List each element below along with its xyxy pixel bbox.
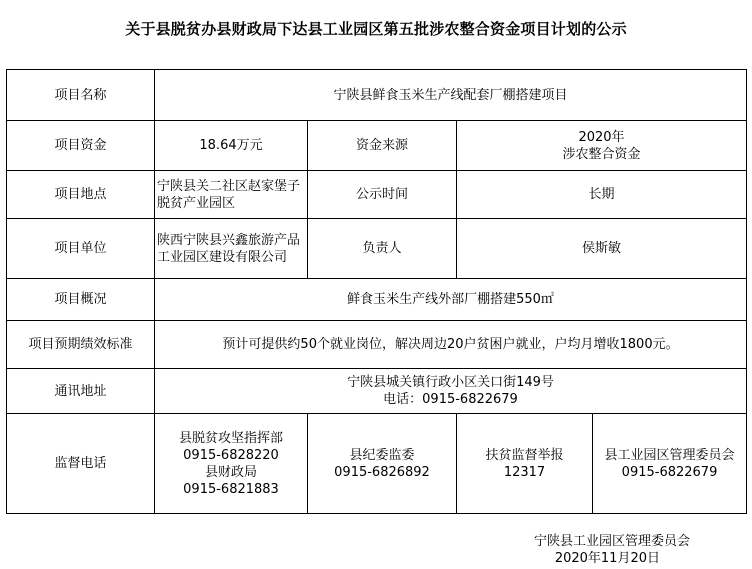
label-project-name: 项目名称 (7, 70, 155, 121)
fund-source-type: 涉农整合资金 (562, 146, 641, 162)
value-fund-source (457, 121, 747, 171)
value-project-overview: 鲜食玉米生产线外部厂棚搭建550㎡ (155, 279, 747, 321)
label-project-location: 项目地点 (7, 171, 155, 219)
document-title: 关于县脱贫办县财政局下达县工业园区第五批涉农整合资金项目计划的公示 (125, 20, 627, 38)
row-performance (7, 321, 747, 369)
value-performance: 预计可提供约50个就业岗位，解决周边20户贫困户就业，户均月增收1800元。 (155, 321, 747, 369)
label-project-fund: 项目资金 (7, 121, 155, 171)
value-project-name: 宁陕县鲜食玉米生产线配套厂棚搭建项目 (155, 70, 747, 121)
row-project-unit (7, 219, 747, 279)
fund-source-year: 2020年 (578, 129, 625, 145)
label-person-in-charge: 负责人 (308, 219, 457, 279)
supervision-org-report: 扶贫监督举报 (485, 447, 564, 463)
footer-organization: 宁陕县工业园区管理委员会 (533, 534, 690, 549)
supervision-tel-park: 0915-6822679 (621, 464, 718, 480)
supervision-org-finance: 县财政局 (204, 464, 257, 480)
supervision-org-poverty: 县脱贫攻坚指挥部 (178, 430, 283, 446)
supervision-tel-poverty: 0915-6828220 (183, 447, 279, 463)
supervision-report (457, 414, 593, 514)
row-project-fund (7, 121, 747, 171)
value-person-in-charge: 侯斯敏 (457, 219, 747, 279)
value-project-fund: 18.64万元 (155, 121, 308, 171)
value-publicity-time: 长期 (457, 171, 747, 219)
row-project-location (7, 171, 747, 219)
row-address (7, 369, 747, 414)
supervision-tel-finance: 0915-6821883 (183, 481, 279, 497)
value-address (155, 369, 747, 414)
label-project-unit: 项目单位 (7, 219, 155, 279)
row-project-name (7, 70, 747, 121)
row-supervision (7, 414, 747, 514)
label-project-overview: 项目概况 (7, 279, 155, 321)
supervision-poverty-finance (155, 414, 308, 514)
label-fund-source: 资金来源 (308, 121, 457, 171)
value-project-unit: 陕西宁陕县兴鑫旅游产品工业园区建设有限公司 (155, 219, 308, 279)
footer-date: 2020年11月20日 (554, 551, 660, 566)
project-table (6, 69, 747, 514)
supervision-tel-report: 12317 (503, 464, 546, 480)
supervision-park (593, 414, 747, 514)
supervision-discipline (308, 414, 457, 514)
supervision-tel-discipline: 0915-6826892 (334, 464, 430, 480)
row-project-overview (7, 279, 747, 321)
label-address: 通讯地址 (7, 369, 155, 414)
address-phone: 电话：0915-6822679 (383, 392, 518, 407)
value-project-location: 宁陕县关二社区赵家堡子脱贫产业园区 (155, 171, 308, 219)
label-publicity-time: 公示时间 (308, 171, 457, 219)
supervision-org-park: 县工业园区管理委员会 (604, 447, 735, 463)
address-line: 宁陕县城关镇行政小区关口街149号 (347, 375, 554, 390)
label-supervision: 监督电话 (7, 414, 155, 514)
supervision-org-discipline: 县纪委监委 (349, 447, 415, 463)
label-performance: 项目预期绩效标准 (7, 321, 155, 369)
